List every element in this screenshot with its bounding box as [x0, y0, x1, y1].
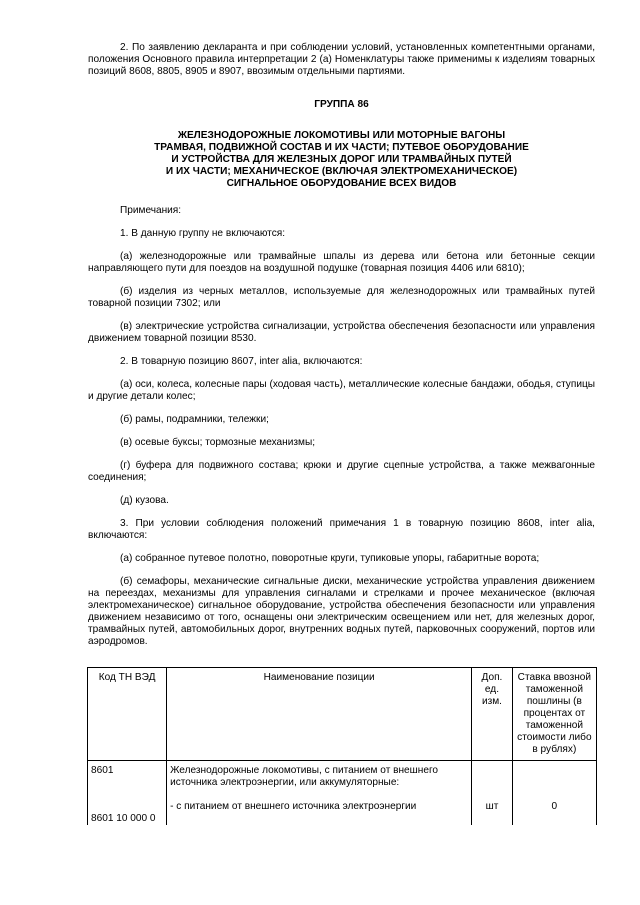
group-heading-line: И ИХ ЧАСТИ; МЕХАНИЧЕСКОЕ (ВКЛЮЧАЯ ЭЛЕКТРОМЕХАНИЧЕСКОЕ)	[165, 166, 518, 177]
row-name: - с питанием от внешнего источника электроэнергии	[170, 801, 417, 812]
note-2a: (а) оси, колеса, колесные пары (ходовая часть), металлические колесные бандажи, ободья, ступицы и другие детали колес;	[88, 379, 595, 402]
header-unit: Доп. ед. изм.	[472, 668, 513, 761]
row-unit-cell	[472, 761, 513, 826]
row-unit: шт	[485, 801, 499, 812]
intro-paragraph: 2. По заявлению декларанта и при соблюдении условий, установленных компетентными органами, положения Основного правила интерпретации 2 (а) Номенклатуры также применимы к изделиям товарных позиций 8608, 8805, 8905 и 8907, ввозимым отдельными партиями.	[88, 42, 595, 77]
note-2e: (д) кузова.	[120, 495, 169, 506]
header-name: Наименование позиции	[167, 668, 472, 761]
table-header-row	[88, 668, 597, 761]
row-code: 8601	[91, 765, 114, 776]
note-2: 2. В товарную позицию 8607, inter alia, включаются:	[120, 356, 363, 367]
tariff-table	[87, 667, 597, 825]
group-heading-line: СИГНАЛЬНОЕ ОБОРУДОВАНИЕ ВСЕХ ВИДОВ	[226, 178, 457, 189]
group-heading-line: ЖЕЛЕЗНОДОРОЖНЫЕ ЛОКОМОТИВЫ ИЛИ МОТОРНЫЕ ВАГОНЫ	[177, 130, 506, 141]
note-1a: (а) железнодорожные или трамвайные шпалы из дерева или бетона или бетонные секции направляющего пути для поездов на воздушной подушке (товарная позиция 4406 или 6810);	[88, 251, 595, 274]
note-3: 3. При условии соблюдения положений примечания 1 в товарную позицию 8608, inter alia, включаются:	[88, 518, 595, 541]
group-heading-line: И УСТРОЙСТВА ДЛЯ ЖЕЛЕЗНЫХ ДОРОГ ИЛИ ТРАМВАЙНЫХ ПУТЕЙ	[171, 154, 512, 165]
note-1: 1. В данную группу не включаются:	[120, 228, 286, 239]
row-rate: 0	[551, 801, 558, 812]
header-rate: Ставка ввозной таможенной пошлины (в процентах от таможенной стоимости либо в рублях)	[512, 668, 596, 761]
header-code: Код ТН ВЭД	[88, 668, 167, 761]
note-3b: (б) семафоры, механические сигнальные диски, механические устройства управления движением на переездах, механизмы для управления сигналами и стрелками и прочее механическое (включая электромеханическое) сигнальное оборудование, устройства обеспечения безопасности или управления движением независимо от того, оснащены они электрическим освещением или нет, для железных дорог, трамвайных путей, автомобильных дорог, внутренних водных путей, парковочных сооружений, портов или аэродромов.	[88, 576, 595, 647]
note-1b: (б) изделия из черных металлов, используемые для железнодорожных или трамвайных путей товарной позиции 7302; или	[88, 286, 595, 309]
note-2b: (б) рамы, подрамники, тележки;	[120, 414, 269, 425]
notes-heading: Примечания:	[120, 205, 182, 216]
row-code-cell	[88, 761, 167, 826]
note-2c: (в) осевые буксы; тормозные механизмы;	[120, 437, 316, 448]
row-rate-cell	[512, 761, 596, 826]
note-2d: (г) буфера для подвижного состава; крюки и другие сцепные устройства, а также межвагонные соединения;	[88, 460, 595, 483]
note-1c: (в) электрические устройства сигнализации, устройства обеспечения безопасности или управления движением товарной позиции 8530.	[88, 321, 595, 344]
note-3a: (а) собранное путевое полотно, поворотные круги, тупиковые упоры, габаритные ворота;	[120, 553, 540, 564]
group-heading-line: ТРАМВАЯ, ПОДВИЖНОЙ СОСТАВ И ИХ ЧАСТИ; ПУТЕВОЕ ОБОРУДОВАНИЕ	[154, 142, 529, 153]
row-name: Железнодорожные локомотивы, с питанием от внешнего источника электроэнергии, или аккумуляторные:	[170, 765, 439, 788]
row-code: 8601 10 000 0	[91, 813, 156, 824]
table-row	[88, 761, 597, 826]
document-page	[88, 42, 595, 648]
group-heading	[88, 130, 595, 190]
row-name-cell	[167, 761, 472, 826]
group-title: ГРУППА 86	[314, 99, 369, 110]
